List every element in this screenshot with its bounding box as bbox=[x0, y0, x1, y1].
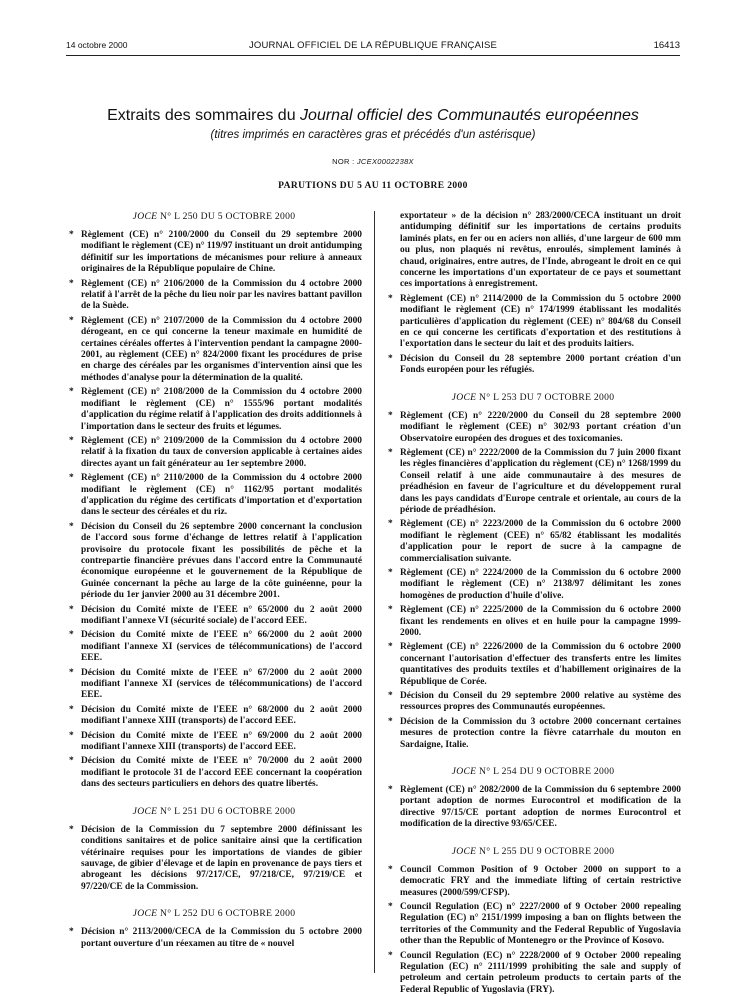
entry-text: Décision du Comité mixte de l'EEE n° 70/2000 du 2 août 2000 modifiant le protocole 31 de l'accord EEE concernant la coopération dans des secteurs particuliers en dehors des quatre libertés. bbox=[81, 756, 362, 790]
asterisk-icon: * bbox=[69, 315, 74, 326]
list-item bbox=[385, 519, 681, 565]
joce-label: JOCE bbox=[451, 391, 477, 403]
section-number: N° L 250 DU 5 OCTOBRE 2000 bbox=[160, 211, 296, 222]
entry-text: Décision du Comité mixte de l'EEE n° 65/2000 du 2 août 2000 modifiant l'annexe VI (sécurité sociale) de l'accord EEE. bbox=[81, 604, 362, 626]
section-number: N° L 254 DU 9 OCTOBRE 2000 bbox=[479, 766, 615, 778]
section-gap bbox=[385, 834, 681, 846]
list-item bbox=[385, 294, 681, 351]
list-item bbox=[66, 316, 362, 384]
section-heading bbox=[66, 806, 362, 818]
continued-entry: exportateur » de la décision n° 283/2000/CECA instituant un droit antidumping définitif sur les importations de certains produits laminés plats, en fer ou en aciers non alliés, d'une largeur de 600 mm ou plus, non plaqués ni revêtus, enroulés, simplement laminés à chaud, originaires, entre autres, de l'Inde, abrogeant le droit en ce qui concerne les importations d'un exportateur de ce pays et soumettant ces importations à enregistrement. bbox=[400, 211, 681, 290]
asterisk-icon: * bbox=[388, 410, 393, 421]
header-date: 14 octobre 2000 bbox=[66, 40, 128, 50]
entry-text: Council Common Position of 9 October 2000 on support to a democratic FRY and the immediate lifting of certain restrictive measures (2000/599/CFSP). bbox=[400, 864, 681, 898]
nor-id: JCEX0002238X bbox=[356, 157, 414, 166]
asterisk-icon: * bbox=[69, 387, 74, 398]
asterisk-icon: * bbox=[69, 756, 74, 767]
entry-text: Règlement (CE) n° 2110/2000 de la Commission du 4 octobre 2000 modifiant le règlement (CE) n° 1162/95 portant modalités d'application du régime des certificats d'importation et d'exportation dans le secteur des céréales et du riz. bbox=[81, 473, 362, 518]
asterisk-icon: * bbox=[69, 435, 74, 446]
list-item bbox=[66, 756, 362, 790]
list-item bbox=[385, 951, 681, 996]
asterisk-icon: * bbox=[388, 901, 393, 912]
asterisk-icon: * bbox=[388, 605, 393, 616]
list-item bbox=[66, 825, 362, 893]
section-number: N° L 252 DU 6 OCTOBRE 2000 bbox=[160, 908, 296, 920]
list-item bbox=[385, 717, 681, 751]
section-number: N° L 255 DU 9 OCTOBRE 2000 bbox=[479, 845, 615, 857]
header-page-number: 16413 bbox=[653, 40, 680, 51]
nor-reference bbox=[66, 157, 680, 166]
entry-text: Council Regulation (EC) n° 2228/2000 of 9 October 2000 repealing Regulation (EC) n° 2111/1999 prohibiting the sale and supply of petroleum and certain petroleum products to certain parts of the Federal Republic of Yugoslavia (FRY). bbox=[400, 950, 681, 995]
page-subtitle: (titres imprimés en caractères gras et précédés d'un astérisque) bbox=[210, 129, 536, 141]
section-heading bbox=[66, 908, 362, 920]
entry-text: Règlement (CE) n° 2107/2000 de la Commission du 4 octobre 2000 dérogeant, en ce qui concerne la teneur maximale en humidité de certaines céréales offertes à l'intervention pendant la campagne 2000-2001, au règlement (CEE) n° 824/2000 fixant les procédures de prise en charge des céréales par les organismes d'intervention ainsi que les méthodes d'analyse pour la détermination de la qualité. bbox=[81, 315, 362, 383]
section-gap bbox=[66, 794, 362, 806]
asterisk-icon: * bbox=[388, 353, 393, 364]
entry-text: Règlement (CE) n° 2220/2000 du Conseil du 28 septembre 2000 modifiant le règlement (CEE) n° 302/93 portant création d'un Observatoire européen des drogues et des toxicomanies. bbox=[400, 410, 681, 444]
asterisk-icon: * bbox=[388, 785, 393, 796]
list-item bbox=[385, 354, 681, 377]
asterisk-icon: * bbox=[69, 473, 74, 484]
entry-text: Règlement (CE) n° 2226/2000 de la Commission du 6 octobre 2000 concernant l'autorisation d'effectuer des transferts entre les limites quantitatives des produits textiles et d'habillement originaires de la République de Corée. bbox=[400, 642, 681, 687]
entry-text: Règlement (CE) n° 2223/2000 de la Commission du 6 octobre 2000 modifiant le règlement (CEE) n° 65/82 établissant les modalités d'application pour le report de sucre à la campagne de commercialisation suivante. bbox=[400, 519, 681, 564]
header-rule bbox=[66, 55, 680, 56]
list-item bbox=[66, 668, 362, 702]
title-prefix: Extraits des sommaires du bbox=[107, 107, 296, 124]
entry-text: Council Regulation (EC) n° 2227/2000 of 9 October 2000 repealing Regulation (EC) n° 2151/1999 imposing a ban on flights between the territories of the Community and the Federal Republic of Yugoslavia other than the Republic of Montenegro or the Province of Kosovo. bbox=[400, 901, 681, 947]
section-number: N° L 253 DU 7 OCTOBRE 2000 bbox=[479, 391, 615, 403]
page-title bbox=[66, 106, 680, 126]
list-item bbox=[385, 448, 681, 516]
asterisk-icon: * bbox=[69, 730, 74, 741]
parutions-heading: PARUTIONS DU 5 AU 11 OCTOBRE 2000 bbox=[278, 181, 468, 191]
entry-text: Règlement (CE) n° 2109/2000 de la Commission du 4 octobre 2000 relatif à la fixation du taux de conversion applicable à certaines aides directes ayant un fait générateur au 1er septembre 2000. bbox=[81, 435, 362, 469]
list-item bbox=[385, 568, 681, 602]
list-item bbox=[385, 605, 681, 639]
list-item bbox=[66, 522, 362, 602]
entry-text: Règlement (CE) n° 2114/2000 de la Commission du 5 octobre 2000 modifiant le règlement (CE) n° 174/1999 établissant les modalités particulières d'application du règlement (CEE) n° 804/68 du Conseil en ce qui concerne les certificats d'exportation et des restitutions à l'exportation dans le secteur du lait et des produits laitiers. bbox=[400, 293, 681, 350]
asterisk-icon: * bbox=[388, 447, 393, 458]
list-item bbox=[66, 630, 362, 664]
entry-text: Règlement (CE) n° 2108/2000 de la Commission du 4 octobre 2000 modifiant le règlement (CE) n° 1555/96 portant modalités d'application du régime relatif à l'application des droits additionnels à l'importation dans le secteur des fruits et légumes. bbox=[81, 387, 362, 432]
asterisk-icon: * bbox=[388, 716, 393, 727]
joce-label: JOCE bbox=[132, 908, 158, 920]
entry-text: Décision n° 2113/2000/CECA de la Commission du 5 octobre 2000 portant ouverture d'un réexamen au titre de « nouvel bbox=[81, 927, 362, 949]
entry-text: Règlement (CE) n° 2225/2000 de la Commission du 6 octobre 2000 fixant les rendements en olives et en huile pour la campagne 1999-2000. bbox=[400, 605, 681, 638]
entry-text: Règlement (CE) n° 2224/2000 de la Commission du 6 octobre 2000 modifiant le règlement (CE) n° 2138/97 délimitant les zones homogènes de production d'huile d'olive. bbox=[400, 567, 681, 601]
list-item bbox=[385, 691, 681, 714]
entry-text: Règlement (CE) n° 2082/2000 de la Commission du 6 septembre 2000 portant adoption de normes Eurocontrol et modification de la directive 97/15/CE portant adoption de normes Eurocontrol et modification de la directive 93/65/CEE. bbox=[400, 785, 681, 830]
section-gap bbox=[385, 754, 681, 766]
list-item bbox=[385, 642, 681, 688]
asterisk-icon: * bbox=[69, 604, 74, 615]
section-heading bbox=[385, 392, 681, 404]
asterisk-icon: * bbox=[69, 230, 74, 240]
list-item bbox=[66, 279, 362, 313]
asterisk-icon: * bbox=[388, 567, 393, 578]
section-gap bbox=[66, 896, 362, 908]
list-item bbox=[385, 785, 681, 831]
entry-text: Règlement (CE) n° 2100/2000 du Conseil du 29 septembre 2000 modifiant le règlement (CE) n° 119/97 instituant un droit antidumping définitif sur les importations de mécanismes pour reliure à anneaux originaires de la République populaire de Chine. bbox=[81, 230, 362, 275]
section-heading bbox=[66, 211, 362, 223]
entry-text: Règlement (CE) n° 2222/2000 de la Commission du 7 juin 2000 fixant les règles financières d'application du règlement (CE) n° 1268/1999 du Conseil relatif à une aide communautaire à des mesures de préadhésion en faveur de l'agriculture et du développement rural dans les pays candidats d'Europe centrale et orientale, au cours de la période de préadhésion. bbox=[400, 447, 681, 515]
list-item bbox=[66, 705, 362, 728]
entry-text: Décision du Comité mixte de l'EEE n° 69/2000 du 2 août 2000 modifiant l'annexe XIII (transports) de l'accord EEE. bbox=[81, 730, 362, 753]
asterisk-icon: * bbox=[388, 691, 393, 702]
list-item bbox=[66, 927, 362, 950]
entry-text: Décision du Comité mixte de l'EEE n° 67/2000 du 2 août 2000 modifiant l'annexe XI (services de télécommunications) de l'accord EEE. bbox=[81, 667, 362, 701]
right-column bbox=[385, 211, 681, 995]
list-item bbox=[66, 731, 362, 754]
asterisk-icon: * bbox=[388, 950, 393, 961]
list-item bbox=[385, 865, 681, 899]
list-item bbox=[66, 605, 362, 628]
asterisk-icon: * bbox=[69, 927, 74, 938]
entry-text: Décision du Comité mixte de l'EEE n° 66/2000 du 2 août 2000 modifiant l'annexe XI (services de télécommunications) de l'accord EEE. bbox=[81, 630, 362, 664]
list-item bbox=[66, 473, 362, 519]
section-heading bbox=[385, 846, 681, 858]
column-divider bbox=[374, 211, 375, 973]
left-column bbox=[66, 211, 362, 973]
list-item bbox=[385, 411, 681, 445]
asterisk-icon: * bbox=[388, 293, 393, 304]
joce-label: JOCE bbox=[451, 766, 477, 778]
entry-text: Décision du Conseil du 26 septembre 2000 concernant la conclusion de l'accord sous forme d'échange de lettres relatif à l'application provisoire du protocole fixant les possibilités de pêche et la contrepartie financière prévues dans l'accord entre la Communauté économique européenne et le gouvernement de la République de Guinée concernant la pêche au large de la côte guinéenne, pour la période du 1er janvier 2000 au 31 décembre 2001. bbox=[81, 521, 362, 601]
running-header bbox=[66, 40, 680, 54]
asterisk-icon: * bbox=[69, 278, 74, 289]
entry-text: Décision de la Commission du 3 octobre 2000 concernant certaines mesures de protection contre la fièvre catarrhale du mouton en Sardaigne, Italie. bbox=[400, 716, 681, 750]
asterisk-icon: * bbox=[69, 630, 74, 641]
asterisk-icon: * bbox=[388, 642, 393, 653]
joce-label: JOCE bbox=[451, 845, 477, 857]
joce-label: JOCE bbox=[132, 211, 158, 222]
nor-label: NOR : bbox=[332, 157, 355, 166]
asterisk-icon: * bbox=[69, 667, 74, 678]
list-item bbox=[66, 387, 362, 433]
section-number: N° L 251 DU 6 OCTOBRE 2000 bbox=[160, 805, 296, 817]
entry-text: Décision du Conseil du 28 septembre 2000 portant création d'un Fonds européen pour les réfugiés. bbox=[400, 353, 681, 376]
title-journal-name: Journal officiel des Communautés européennes bbox=[300, 107, 639, 124]
entry-text: Décision du Conseil du 29 septembre 2000 relative au système des ressources propres des Communautés européennes. bbox=[400, 691, 681, 713]
asterisk-icon: * bbox=[69, 521, 74, 532]
asterisk-icon: * bbox=[69, 704, 74, 715]
title-block bbox=[66, 106, 680, 143]
list-item bbox=[66, 230, 362, 276]
asterisk-icon: * bbox=[388, 864, 393, 875]
list-item bbox=[385, 902, 681, 948]
header-journal-title: JOURNAL OFFICIEL DE LA RÉPUBLIQUE FRANÇAISE bbox=[248, 40, 498, 51]
asterisk-icon: * bbox=[69, 824, 74, 835]
entry-text: Règlement (CE) n° 2106/2000 de la Commission du 4 octobre 2000 relatif à l'arrêt de la pêche du lieu noir par les navires battant pavillon de la Suède. bbox=[81, 278, 362, 312]
joce-label: JOCE bbox=[132, 805, 158, 817]
section-heading bbox=[385, 766, 681, 778]
section-gap bbox=[385, 380, 681, 392]
asterisk-icon: * bbox=[388, 519, 393, 530]
list-item bbox=[66, 436, 362, 470]
entry-text: Décision du Comité mixte de l'EEE n° 68/2000 du 2 août 2000 modifiant l'annexe XIII (transports) de l'accord EEE. bbox=[81, 704, 362, 727]
entry-text: Décision de la Commission du 7 septembre 2000 définissant les conditions sanitaires et de police sanitaire ainsi que la certification vétérinaire requises pour les importations de viandes de gibier sauvage, de gibier d'élevage et de lapin en provenance de pays tiers et abrogeant les décisions 97/217/CE, 97/218/CE, 97/219/CE et 97/220/CE de la Commission. bbox=[81, 824, 362, 892]
